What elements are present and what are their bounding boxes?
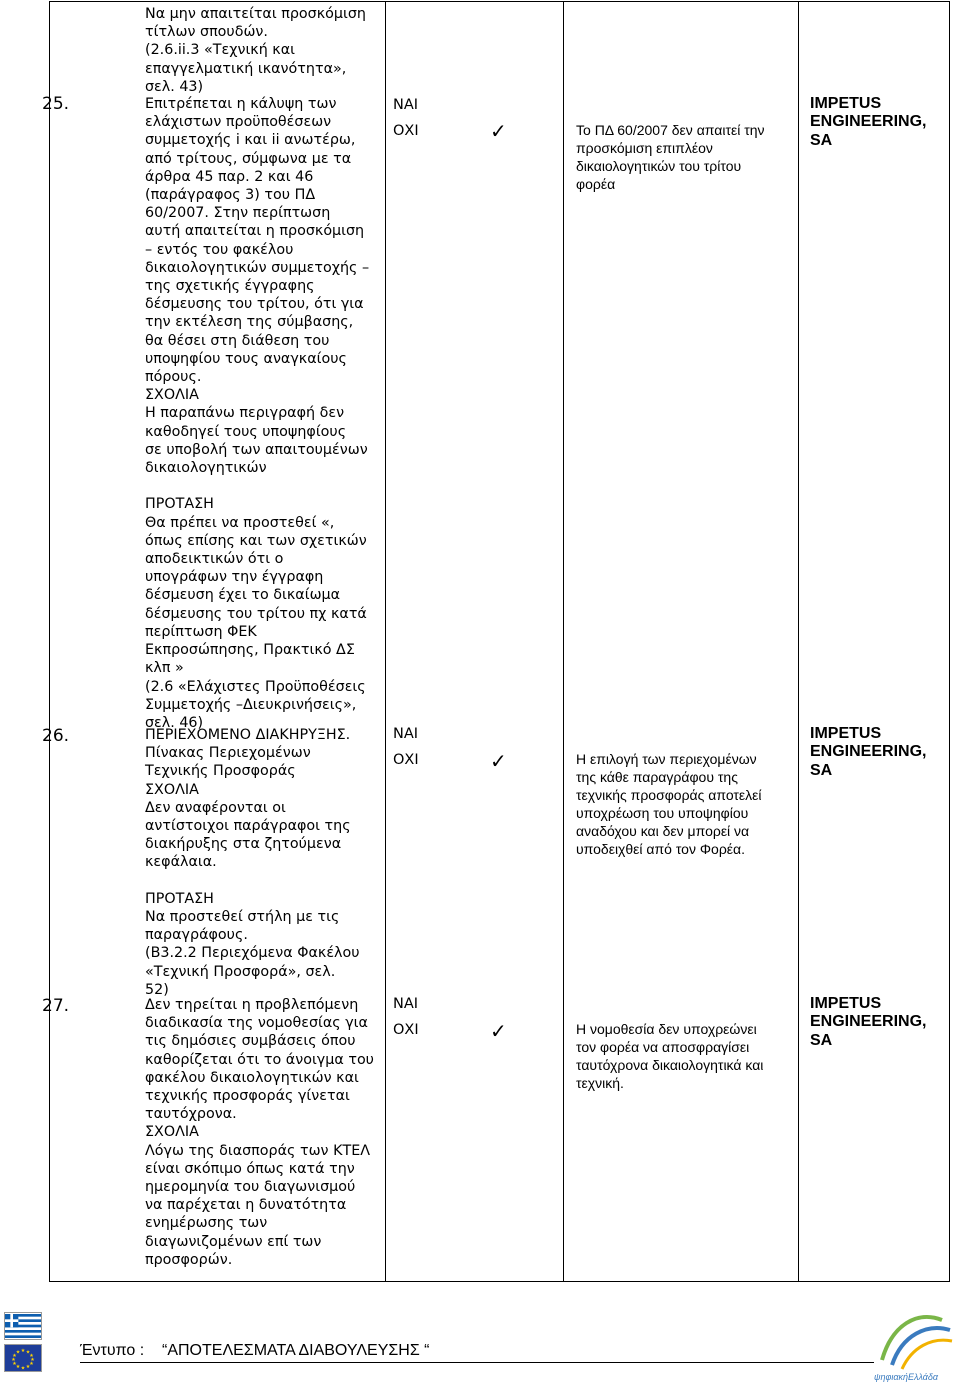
option-yes: ΝΑΙ bbox=[393, 726, 419, 742]
row-number: 25. bbox=[42, 94, 70, 114]
row-reason: Η επιλογή των περιεχομένων της κάθε παραγράφου της τεχνικής προσφοράς αποτελεί υποχρέωση του υποψηφίου αναδόχου και δεν μπορεί να υποδειχθεί από τον Φορέα. bbox=[576, 751, 762, 857]
row-reason: Η νομοθεσία δεν υποχρεώνει τον φορέα να αποσφραγίσει ταυτόχρονα δικαιολογητικά και τεχνική. bbox=[576, 1021, 764, 1091]
option-yes: ΝΑΙ bbox=[393, 97, 419, 113]
row-company: IMPETUS ENGINEERING, SA bbox=[810, 95, 927, 149]
column-divider-3 bbox=[798, 2, 799, 1281]
row-company: IMPETUS ENGINEERING, SA bbox=[810, 725, 927, 779]
option-no: ΟΧΙ bbox=[393, 752, 419, 768]
option-no: ΟΧΙ bbox=[393, 123, 419, 139]
svg-text:★: ★ bbox=[15, 1349, 21, 1356]
footer-label: Έντυπο : bbox=[80, 1342, 145, 1359]
svg-text:★: ★ bbox=[29, 1361, 34, 1367]
column-divider-2 bbox=[563, 2, 564, 1281]
footer-form-label bbox=[80, 1342, 429, 1360]
svg-text:★: ★ bbox=[12, 1353, 17, 1359]
svg-text:★: ★ bbox=[12, 1361, 17, 1367]
footer-title: “ΑΠΟΤΕΛΕΣΜΑΤΑ ΔΙΑΒΟΥΛΕΥΣΗΣ “ bbox=[162, 1342, 430, 1359]
row-description: ΠΕΡΙΕΧΟΜΕΝΟ ΔΙΑΚΗΡΥΞΗΣ. Πίνακας Περιεχομένων Τεχνικής Προσφοράς ΣΧΟΛΙΑ Δεν αναφέρονται οι αντίστοιχοι παράγραφοι της διακήρυξης στα ζητούμενα κεφάλαια. ΠΡΟΤΑΣΗ Να προστεθεί στήλη με τις παραγράφους. (Β3.2.2 Περιεχόμενα Φακέλου «Τεχνική Προσφορά», σελ. 52) bbox=[145, 727, 360, 998]
svg-text:★: ★ bbox=[20, 1365, 26, 1371]
footer-divider bbox=[80, 1362, 874, 1363]
greek-flag-icon bbox=[4, 1312, 42, 1340]
svg-text:★: ★ bbox=[29, 1353, 34, 1359]
eu-flag-icon bbox=[4, 1344, 42, 1372]
check-icon: ✓ bbox=[490, 749, 507, 773]
svg-text:★: ★ bbox=[11, 1357, 16, 1363]
column-divider-1 bbox=[385, 2, 386, 1281]
row-company: IMPETUS ENGINEERING, SA bbox=[810, 995, 927, 1049]
option-yes: ΝΑΙ bbox=[393, 996, 419, 1012]
svg-text:★: ★ bbox=[20, 1348, 26, 1354]
row-description: Επιτρέπεται η κάλυψη των ελάχιστων προϋποθέσεων συμμετοχής i και ii ανωτέρω, από τρίτους, σύμφωνα με τα άρθρα 45 παρ. 2 και 46 (παράγραφος 3) του ΠΔ 60/2007. Στην περίπτωση αυτή απαιτείται η προσκόμιση – εντός του φακέλου δικαιολογητικών συμμετοχής – της σχετικής έγγραφης δέσμευσης του τρίτου, ότι για την εκτέλεση της σύμβασης, θα θέσει στη διάθεση του υποψηφίου τους αναγκαίους πόρους. ΣΧΟΛΙΑ Η παραπάνω περιγραφή δεν καθοδηγεί τους υποψηφίους σε υποβολή των απαιτουμένων δικαιολογητικών ΠΡΟΤΑΣΗ Θα πρέπει να προστεθεί «, όπως επίσης και των σχετικών αποδεικτικών ότι ο υπογράφων την έγγραφη δέσμευση έχει το δικαίωμα δέσμευσης του τρίτου πχ κατά περίπτωση ΦΕΚ Εκπροσώπησης, Πρακτικό ΔΣ κλπ » (2.6 «Ελάχιστες Προϋποθέσεις Συμμετοχής –Διευκρινήσεις», σελ. 46) bbox=[145, 96, 370, 731]
option-no: ΟΧΙ bbox=[393, 1022, 419, 1038]
row-reason: Το ΠΔ 60/2007 δεν απαιτεί την προσκόμιση επιπλέον δικαιολογητικών του τρίτου φορέα bbox=[576, 122, 765, 192]
row-number: 26. bbox=[42, 726, 70, 746]
svg-text:★: ★ bbox=[25, 1349, 31, 1356]
row-description: Να μην απαιτείται προσκόμιση τίτλων σπουδών. (2.6.ii.3 «Τεχνική και επαγγελματική ικανότητα», σελ. 43) bbox=[145, 6, 366, 95]
check-icon: ✓ bbox=[490, 1019, 507, 1043]
logo-caption: ψηφιακήΕλλάδα bbox=[874, 1372, 939, 1382]
svg-text:★: ★ bbox=[25, 1364, 31, 1370]
svg-text:★: ★ bbox=[15, 1364, 21, 1370]
check-icon: ✓ bbox=[490, 119, 507, 143]
svg-text:★: ★ bbox=[30, 1357, 35, 1363]
row-number: 27. bbox=[42, 996, 70, 1016]
row-description: Δεν τηρείται η προβλεπόμενη διαδικασία της νομοθεσίας για τις δημόσιες συμβάσεις όπου καθορίζεται ότι το άνοιγμα του φακέλου δικαιολογητικών και τεχνικής προσφοράς γίνεται ταυτόχρονα. ΣΧΟΛΙΑ Λόγω της διασποράς των ΚΤΕΛ είναι σκόπιμο όπως κατά την ημερομηνία του διαγωνισμού να παρέχεται η δυνατότητα ενημέρωσης των διαγωνιζομένων επί των προσφορών. bbox=[145, 997, 374, 1268]
